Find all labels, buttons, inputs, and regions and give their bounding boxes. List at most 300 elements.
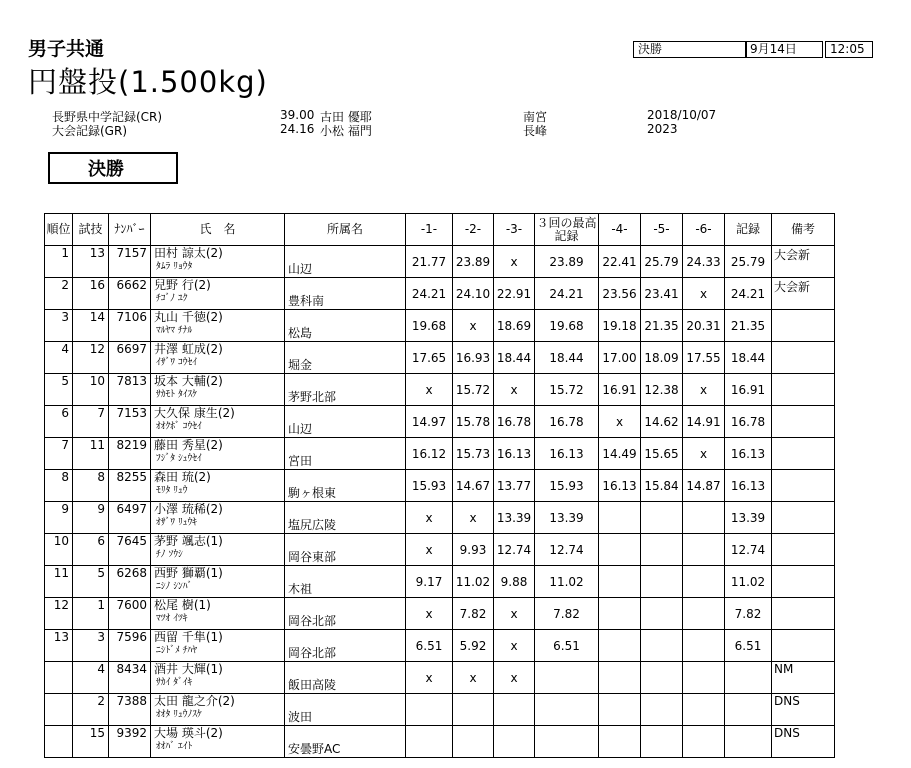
bib-cell: 7153 xyxy=(109,406,151,438)
final-mark xyxy=(725,726,772,758)
rank-cell: 4 xyxy=(45,342,73,374)
bib-cell: 8219 xyxy=(109,438,151,470)
table-row xyxy=(45,406,835,438)
athlete-name-text: 西野 獅覇(1) xyxy=(154,566,223,580)
table-row xyxy=(45,310,835,342)
attempt-1: 19.68 xyxy=(406,310,453,342)
best-of-three: 23.89 xyxy=(535,246,599,278)
attempt-4 xyxy=(599,630,641,662)
bib-cell: 8434 xyxy=(109,662,151,694)
athlete-name xyxy=(151,310,285,342)
attempt-4: 17.00 xyxy=(599,342,641,374)
attempt-2: 15.78 xyxy=(453,406,494,438)
attempt-5 xyxy=(641,662,683,694)
athlete-name xyxy=(151,726,285,758)
order-cell: 2 xyxy=(73,694,109,726)
attempt-5 xyxy=(641,694,683,726)
attempt-1 xyxy=(406,726,453,758)
athlete-name-text: 藤田 秀星(2) xyxy=(154,438,223,452)
attempt-3: x xyxy=(494,374,535,406)
attempt-6: x xyxy=(683,438,725,470)
attempt-6: x xyxy=(683,374,725,406)
table-row xyxy=(45,374,835,406)
best-of-three: 13.39 xyxy=(535,502,599,534)
attempt-5 xyxy=(641,534,683,566)
best-of-three: 24.21 xyxy=(535,278,599,310)
attempt-2: 14.67 xyxy=(453,470,494,502)
team-name: 飯田高陵 xyxy=(285,662,406,694)
best-of-three: 19.68 xyxy=(535,310,599,342)
athlete-name-text: 西留 千隼(1) xyxy=(154,630,223,644)
order-cell: 7 xyxy=(73,406,109,438)
final-mark: 25.79 xyxy=(725,246,772,278)
attempt-1: 17.65 xyxy=(406,342,453,374)
final-mark: 6.51 xyxy=(725,630,772,662)
record-gr-mark: 24.16 xyxy=(280,122,315,136)
attempt-3: 22.91 xyxy=(494,278,535,310)
record-cr-date: 2018/10/07 xyxy=(647,108,717,122)
best-of-three: 15.93 xyxy=(535,470,599,502)
record-cr-mark: 39.00 xyxy=(280,108,315,122)
table-row xyxy=(45,470,835,502)
team-name: 岡谷北部 xyxy=(285,598,406,630)
rank-cell: 6 xyxy=(45,406,73,438)
record-cr-holder: 古田 優耶 xyxy=(320,110,372,124)
attempt-1 xyxy=(406,694,453,726)
col-order: 試技 xyxy=(73,214,109,246)
athlete-name xyxy=(151,374,285,406)
attempt-5: 15.84 xyxy=(641,470,683,502)
athlete-name xyxy=(151,438,285,470)
final-mark: 16.13 xyxy=(725,470,772,502)
athlete-name-text: 兒野 行(2) xyxy=(154,278,211,292)
attempt-6: 24.33 xyxy=(683,246,725,278)
attempt-2: 15.73 xyxy=(453,438,494,470)
attempt-3 xyxy=(494,726,535,758)
attempt-6 xyxy=(683,694,725,726)
athlete-name-text: 松尾 樹(1) xyxy=(154,598,211,612)
attempt-1: 24.21 xyxy=(406,278,453,310)
attempt-5 xyxy=(641,630,683,662)
col-note: 備考 xyxy=(772,214,835,246)
attempt-3: 12.74 xyxy=(494,534,535,566)
best-of-three: 7.82 xyxy=(535,598,599,630)
col-t2: -2- xyxy=(453,214,494,246)
attempt-5: 15.65 xyxy=(641,438,683,470)
athlete-name-kana: ｵｵﾊﾞ ｴｲﾄ xyxy=(156,741,193,752)
attempt-1: x xyxy=(406,598,453,630)
attempt-5 xyxy=(641,566,683,598)
final-mark: 11.02 xyxy=(725,566,772,598)
athlete-name-kana: ﾏﾂｵ ｲﾂｷ xyxy=(156,613,188,624)
note-cell xyxy=(772,374,835,406)
best-of-three xyxy=(535,662,599,694)
athlete-name xyxy=(151,694,285,726)
athlete-name-kana: ﾏﾙﾔﾏ ﾁﾅﾙ xyxy=(156,325,193,336)
best-of-three xyxy=(535,726,599,758)
attempt-1: 9.17 xyxy=(406,566,453,598)
attempt-5: 21.35 xyxy=(641,310,683,342)
attempt-6: x xyxy=(683,278,725,310)
table-row xyxy=(45,246,835,278)
athlete-name-kana: ｲｻﾞﾜ ｺｳｾｲ xyxy=(156,357,198,368)
bib-cell: 7157 xyxy=(109,246,151,278)
table-row xyxy=(45,342,835,374)
attempt-5 xyxy=(641,502,683,534)
rank-cell: 12 xyxy=(45,598,73,630)
note-cell: 大会新 xyxy=(772,246,835,278)
attempt-1: x xyxy=(406,502,453,534)
attempt-2: 16.93 xyxy=(453,342,494,374)
note-cell: DNS xyxy=(772,726,835,758)
note-cell xyxy=(772,630,835,662)
order-cell: 15 xyxy=(73,726,109,758)
attempt-2: 15.72 xyxy=(453,374,494,406)
record-cr-label: 長野県中学記録(CR) xyxy=(52,110,163,124)
attempt-2 xyxy=(453,694,494,726)
rank-cell: 2 xyxy=(45,278,73,310)
athlete-name-kana: ｻｶﾓﾄ ﾀｲｽｹ xyxy=(156,389,198,400)
header-row xyxy=(45,214,835,246)
final-mark: 16.13 xyxy=(725,438,772,470)
athlete-name-text: 茅野 颯志(1) xyxy=(154,534,223,548)
attempt-4: 19.18 xyxy=(599,310,641,342)
bib-cell: 7813 xyxy=(109,374,151,406)
attempt-3: x xyxy=(494,662,535,694)
note-cell xyxy=(772,342,835,374)
attempt-3: 9.88 xyxy=(494,566,535,598)
team-name: 豊科南 xyxy=(285,278,406,310)
athlete-name-kana: ﾆｼﾉ ｼﾝﾊﾞ xyxy=(156,581,193,592)
rank-cell: 5 xyxy=(45,374,73,406)
athlete-name xyxy=(151,406,285,438)
note-cell xyxy=(772,470,835,502)
best-of-three: 6.51 xyxy=(535,630,599,662)
athlete-name xyxy=(151,630,285,662)
attempt-6: 20.31 xyxy=(683,310,725,342)
athlete-name-kana: ﾌｼﾞﾀ ｼｭｳｾｲ xyxy=(156,453,202,464)
attempt-5: 23.41 xyxy=(641,278,683,310)
team-name: 安曇野AC xyxy=(285,726,406,758)
best-of-three: 18.44 xyxy=(535,342,599,374)
attempt-2: x xyxy=(453,310,494,342)
note-cell: 大会新 xyxy=(772,278,835,310)
category-title: 男子共通 xyxy=(28,38,105,60)
athlete-name-text: 田村 諒太(2) xyxy=(154,246,223,260)
col-t5: -5- xyxy=(641,214,683,246)
attempt-5 xyxy=(641,598,683,630)
col-t1: -1- xyxy=(406,214,453,246)
time-box: 12:05 xyxy=(825,41,873,58)
attempt-6 xyxy=(683,630,725,662)
col-rank: 順位 xyxy=(45,214,73,246)
attempt-3: 13.39 xyxy=(494,502,535,534)
team-name: 駒ヶ根東 xyxy=(285,470,406,502)
attempt-4 xyxy=(599,694,641,726)
attempt-5: 14.62 xyxy=(641,406,683,438)
bib-cell: 7388 xyxy=(109,694,151,726)
attempt-3: x xyxy=(494,630,535,662)
order-cell: 3 xyxy=(73,630,109,662)
order-cell: 13 xyxy=(73,246,109,278)
athlete-name-kana: ﾆｼﾄﾞﾒ ﾁﾊﾔ xyxy=(156,645,198,656)
team-name: 岡谷北部 xyxy=(285,630,406,662)
attempt-2: 24.10 xyxy=(453,278,494,310)
athlete-name-kana: ﾁﾉ ｿｳｼ xyxy=(156,549,183,560)
attempt-2: x xyxy=(453,502,494,534)
attempt-4 xyxy=(599,598,641,630)
attempt-5: 12.38 xyxy=(641,374,683,406)
attempt-3: 16.78 xyxy=(494,406,535,438)
note-cell xyxy=(772,406,835,438)
team-name: 松島 xyxy=(285,310,406,342)
col-t4: -4- xyxy=(599,214,641,246)
attempt-3: 16.13 xyxy=(494,438,535,470)
final-mark: 21.35 xyxy=(725,310,772,342)
note-cell: NM xyxy=(772,662,835,694)
bib-cell: 6662 xyxy=(109,278,151,310)
rank-cell: 9 xyxy=(45,502,73,534)
attempt-2: 23.89 xyxy=(453,246,494,278)
athlete-name-text: 太田 龍之介(2) xyxy=(154,694,235,708)
attempt-1: 21.77 xyxy=(406,246,453,278)
order-cell: 5 xyxy=(73,566,109,598)
col-t3: -3- xyxy=(494,214,535,246)
athlete-name xyxy=(151,470,285,502)
athlete-name-kana: ｻｶｲ ﾀﾞｲｷ xyxy=(156,677,193,688)
attempt-4 xyxy=(599,534,641,566)
date-box: 9月14日 xyxy=(745,41,823,58)
rank-cell: 11 xyxy=(45,566,73,598)
attempt-1: x xyxy=(406,534,453,566)
attempt-3: 18.44 xyxy=(494,342,535,374)
round-title: 決勝 xyxy=(48,152,178,184)
attempt-6 xyxy=(683,502,725,534)
bib-cell: 9392 xyxy=(109,726,151,758)
final-mark: 13.39 xyxy=(725,502,772,534)
order-cell: 1 xyxy=(73,598,109,630)
attempt-3: 18.69 xyxy=(494,310,535,342)
athlete-name-text: 丸山 千徳(2) xyxy=(154,310,223,324)
final-mark xyxy=(725,694,772,726)
attempt-6: 14.91 xyxy=(683,406,725,438)
best-of-three xyxy=(535,694,599,726)
final-mark: 12.74 xyxy=(725,534,772,566)
bib-cell: 7596 xyxy=(109,630,151,662)
attempt-4: 16.13 xyxy=(599,470,641,502)
col-team: 所属名 xyxy=(285,214,406,246)
note-cell xyxy=(772,534,835,566)
table-row xyxy=(45,566,835,598)
table-row xyxy=(45,438,835,470)
team-name: 山辺 xyxy=(285,406,406,438)
athlete-name-text: 大久保 康生(2) xyxy=(154,406,235,420)
team-name: 宮田 xyxy=(285,438,406,470)
best-of-three: 16.78 xyxy=(535,406,599,438)
attempt-6 xyxy=(683,534,725,566)
col-name: 氏 名 xyxy=(151,214,285,246)
athlete-name xyxy=(151,278,285,310)
attempt-1: x xyxy=(406,374,453,406)
attempt-5: 18.09 xyxy=(641,342,683,374)
rank-cell xyxy=(45,662,73,694)
attempt-3: 13.77 xyxy=(494,470,535,502)
attempt-3 xyxy=(494,694,535,726)
col-t6: -6- xyxy=(683,214,725,246)
attempt-2 xyxy=(453,726,494,758)
athlete-name xyxy=(151,342,285,374)
record-gr-holder: 小松 福門 xyxy=(320,124,372,138)
attempt-4 xyxy=(599,662,641,694)
attempt-1: 16.12 xyxy=(406,438,453,470)
attempt-2: 5.92 xyxy=(453,630,494,662)
table-row xyxy=(45,502,835,534)
athlete-name-text: 坂本 大輔(2) xyxy=(154,374,223,388)
col-best3: ３回の最高記録 xyxy=(535,214,599,246)
order-cell: 12 xyxy=(73,342,109,374)
order-cell: 14 xyxy=(73,310,109,342)
athlete-name-kana: ｵｻﾞﾜ ﾘｭｳｷ xyxy=(156,517,198,528)
bib-cell: 7600 xyxy=(109,598,151,630)
athlete-name-kana: ﾓﾘﾀ ﾘｭｳ xyxy=(156,485,188,496)
bib-cell: 8255 xyxy=(109,470,151,502)
rank-cell xyxy=(45,726,73,758)
athlete-name xyxy=(151,598,285,630)
final-mark: 7.82 xyxy=(725,598,772,630)
final-mark: 24.21 xyxy=(725,278,772,310)
round-label-box: 決勝 xyxy=(633,41,747,58)
team-name: 波田 xyxy=(285,694,406,726)
attempt-1: x xyxy=(406,662,453,694)
attempt-1: 15.93 xyxy=(406,470,453,502)
athlete-name-text: 井澤 虹成(2) xyxy=(154,342,223,356)
table-row xyxy=(45,278,835,310)
attempt-4 xyxy=(599,502,641,534)
athlete-name xyxy=(151,246,285,278)
team-name: 塩尻広陵 xyxy=(285,502,406,534)
table-row xyxy=(45,726,835,758)
order-cell: 6 xyxy=(73,534,109,566)
attempt-2: x xyxy=(453,662,494,694)
attempt-4: x xyxy=(599,406,641,438)
best-of-three: 11.02 xyxy=(535,566,599,598)
rank-cell: 1 xyxy=(45,246,73,278)
event-title: 円盤投(1.500kg) xyxy=(28,65,268,99)
attempt-2: 7.82 xyxy=(453,598,494,630)
best-of-three: 12.74 xyxy=(535,534,599,566)
attempt-4: 23.56 xyxy=(599,278,641,310)
note-cell: DNS xyxy=(772,694,835,726)
attempt-2: 9.93 xyxy=(453,534,494,566)
note-cell xyxy=(772,598,835,630)
athlete-name-kana: ｵｵｸﾎﾞ ｺｳｾｲ xyxy=(156,421,202,432)
record-gr-date: 2023 xyxy=(647,122,678,136)
results-table xyxy=(44,213,835,758)
attempt-6 xyxy=(683,566,725,598)
final-mark: 16.91 xyxy=(725,374,772,406)
best-of-three: 15.72 xyxy=(535,374,599,406)
rank-cell: 10 xyxy=(45,534,73,566)
note-cell xyxy=(772,310,835,342)
athlete-name xyxy=(151,566,285,598)
athlete-name-text: 酒井 大輝(1) xyxy=(154,662,223,676)
team-name: 茅野北部 xyxy=(285,374,406,406)
col-bib: ﾅﾝﾊﾞｰ xyxy=(109,214,151,246)
table-row xyxy=(45,630,835,662)
best-of-three: 16.13 xyxy=(535,438,599,470)
col-mark: 記録 xyxy=(725,214,772,246)
bib-cell: 6497 xyxy=(109,502,151,534)
table-row xyxy=(45,534,835,566)
note-cell xyxy=(772,502,835,534)
record-gr-team: 長峰 xyxy=(523,124,548,138)
order-cell: 4 xyxy=(73,662,109,694)
attempt-4: 22.41 xyxy=(599,246,641,278)
athlete-name-text: 森田 琉(2) xyxy=(154,470,211,484)
rank-cell xyxy=(45,694,73,726)
attempt-5: 25.79 xyxy=(641,246,683,278)
record-gr-label: 大会記録(GR) xyxy=(52,124,128,138)
athlete-name-kana: ｵｵﾀ ﾘｭｳﾉｽｹ xyxy=(156,709,202,720)
record-cr-team: 南宮 xyxy=(523,110,548,124)
attempt-4 xyxy=(599,566,641,598)
bib-cell: 7106 xyxy=(109,310,151,342)
table-row xyxy=(45,598,835,630)
athlete-name xyxy=(151,662,285,694)
order-cell: 9 xyxy=(73,502,109,534)
team-name: 岡谷東部 xyxy=(285,534,406,566)
attempt-4 xyxy=(599,726,641,758)
team-name: 山辺 xyxy=(285,246,406,278)
final-mark: 16.78 xyxy=(725,406,772,438)
attempt-4: 14.49 xyxy=(599,438,641,470)
order-cell: 10 xyxy=(73,374,109,406)
attempt-1: 14.97 xyxy=(406,406,453,438)
note-cell xyxy=(772,566,835,598)
attempt-2: 11.02 xyxy=(453,566,494,598)
rank-cell: 3 xyxy=(45,310,73,342)
athlete-name xyxy=(151,502,285,534)
final-mark xyxy=(725,662,772,694)
rank-cell: 13 xyxy=(45,630,73,662)
table-row xyxy=(45,694,835,726)
team-name: 木祖 xyxy=(285,566,406,598)
attempt-6: 14.87 xyxy=(683,470,725,502)
athlete-name-text: 大場 瑛斗(2) xyxy=(154,726,223,740)
attempt-5 xyxy=(641,726,683,758)
bib-cell: 6268 xyxy=(109,566,151,598)
order-cell: 16 xyxy=(73,278,109,310)
attempt-3: x xyxy=(494,598,535,630)
athlete-name-text: 小澤 琉稀(2) xyxy=(154,502,223,516)
note-cell xyxy=(772,438,835,470)
attempt-6 xyxy=(683,726,725,758)
bib-cell: 6697 xyxy=(109,342,151,374)
attempt-4: 16.91 xyxy=(599,374,641,406)
athlete-name-kana: ﾀﾑﾗ ﾘｮｳﾀ xyxy=(156,261,193,272)
order-cell: 11 xyxy=(73,438,109,470)
athlete-name xyxy=(151,534,285,566)
attempt-1: 6.51 xyxy=(406,630,453,662)
bib-cell: 7645 xyxy=(109,534,151,566)
attempt-6 xyxy=(683,598,725,630)
athlete-name-kana: ﾁｺﾞﾉ ﾕｸ xyxy=(156,293,188,304)
attempt-6: 17.55 xyxy=(683,342,725,374)
order-cell: 8 xyxy=(73,470,109,502)
rank-cell: 8 xyxy=(45,470,73,502)
rank-cell: 7 xyxy=(45,438,73,470)
table-row xyxy=(45,662,835,694)
